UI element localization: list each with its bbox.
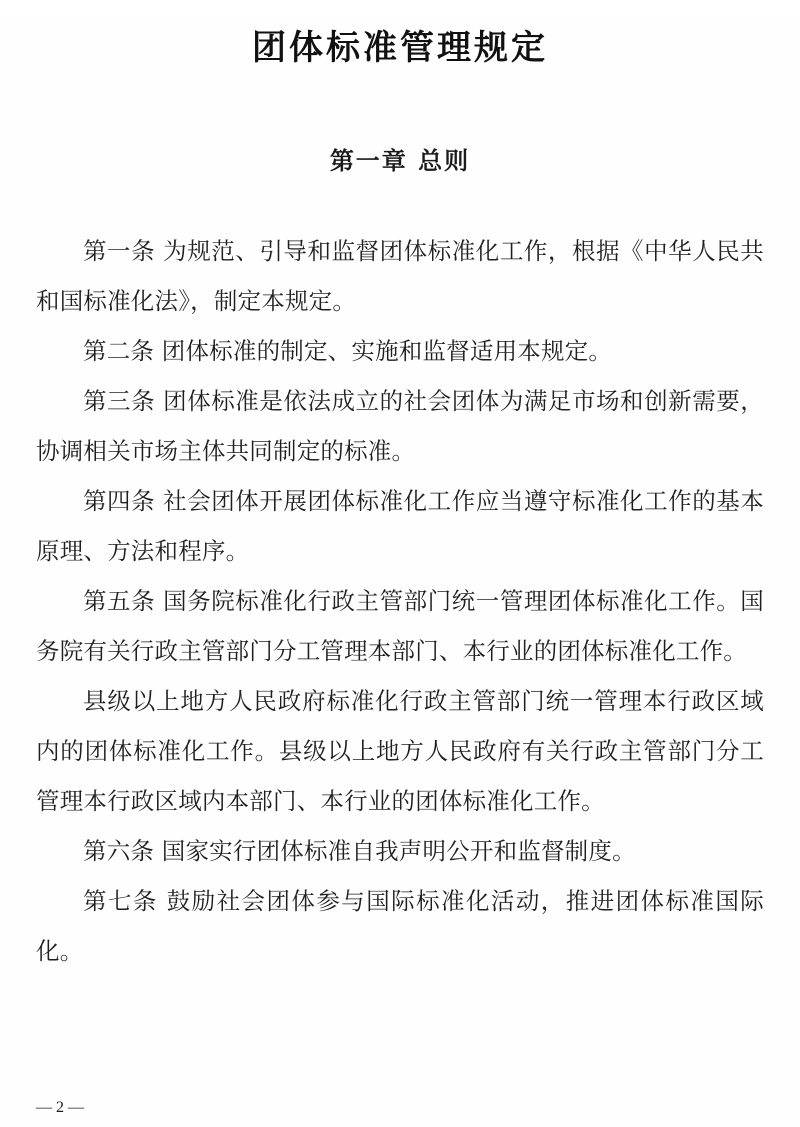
article-paragraph: 第二条 团体标准的制定、实施和监督适用本规定。 — [83, 337, 613, 365]
article-paragraph: 县级以上地方人民政府标准化行政主管部门统一管理本行政区域内的团体标准化工作。县级以上地方人民政府有关行政主管部门分工管理本行政区域内本部门、本行业的团体标准化工作。 — [36, 687, 764, 815]
article-paragraph: 第五条 国务院标准化行政主管部门统一管理团体标准化工作。国务院有关行政主管部门分工管理本部门、本行业的团体标准化工作。 — [36, 587, 764, 665]
document-page — [0, 20, 800, 1127]
page-footer — [36, 1099, 84, 1117]
document-body — [36, 226, 764, 976]
page-number: — 2 — — [36, 1099, 84, 1116]
article-paragraph: 第六条 国家实行团体标准自我声明公开和监督制度。 — [83, 837, 636, 865]
article-paragraph: 第七条 鼓励社会团体参与国际标准化活动，推进团体标准国际化。 — [36, 887, 764, 965]
article-paragraph: 第四条 社会团体开展团体标准化工作应当遵守标准化工作的基本原理、方法和程序。 — [36, 487, 764, 565]
page-title: 团体标准管理规定 — [252, 28, 548, 68]
article-paragraph: 第一条 为规范、引导和监督团体标准化工作，根据《中华人民共和国标准化法》，制定本规定。 — [36, 237, 764, 315]
article-paragraph: 第三条 团体标准是依法成立的社会团体为满足市场和创新需要，协调相关市场主体共同制定的标准。 — [36, 387, 764, 465]
chapter-heading: 第一章 总则 — [329, 147, 471, 175]
